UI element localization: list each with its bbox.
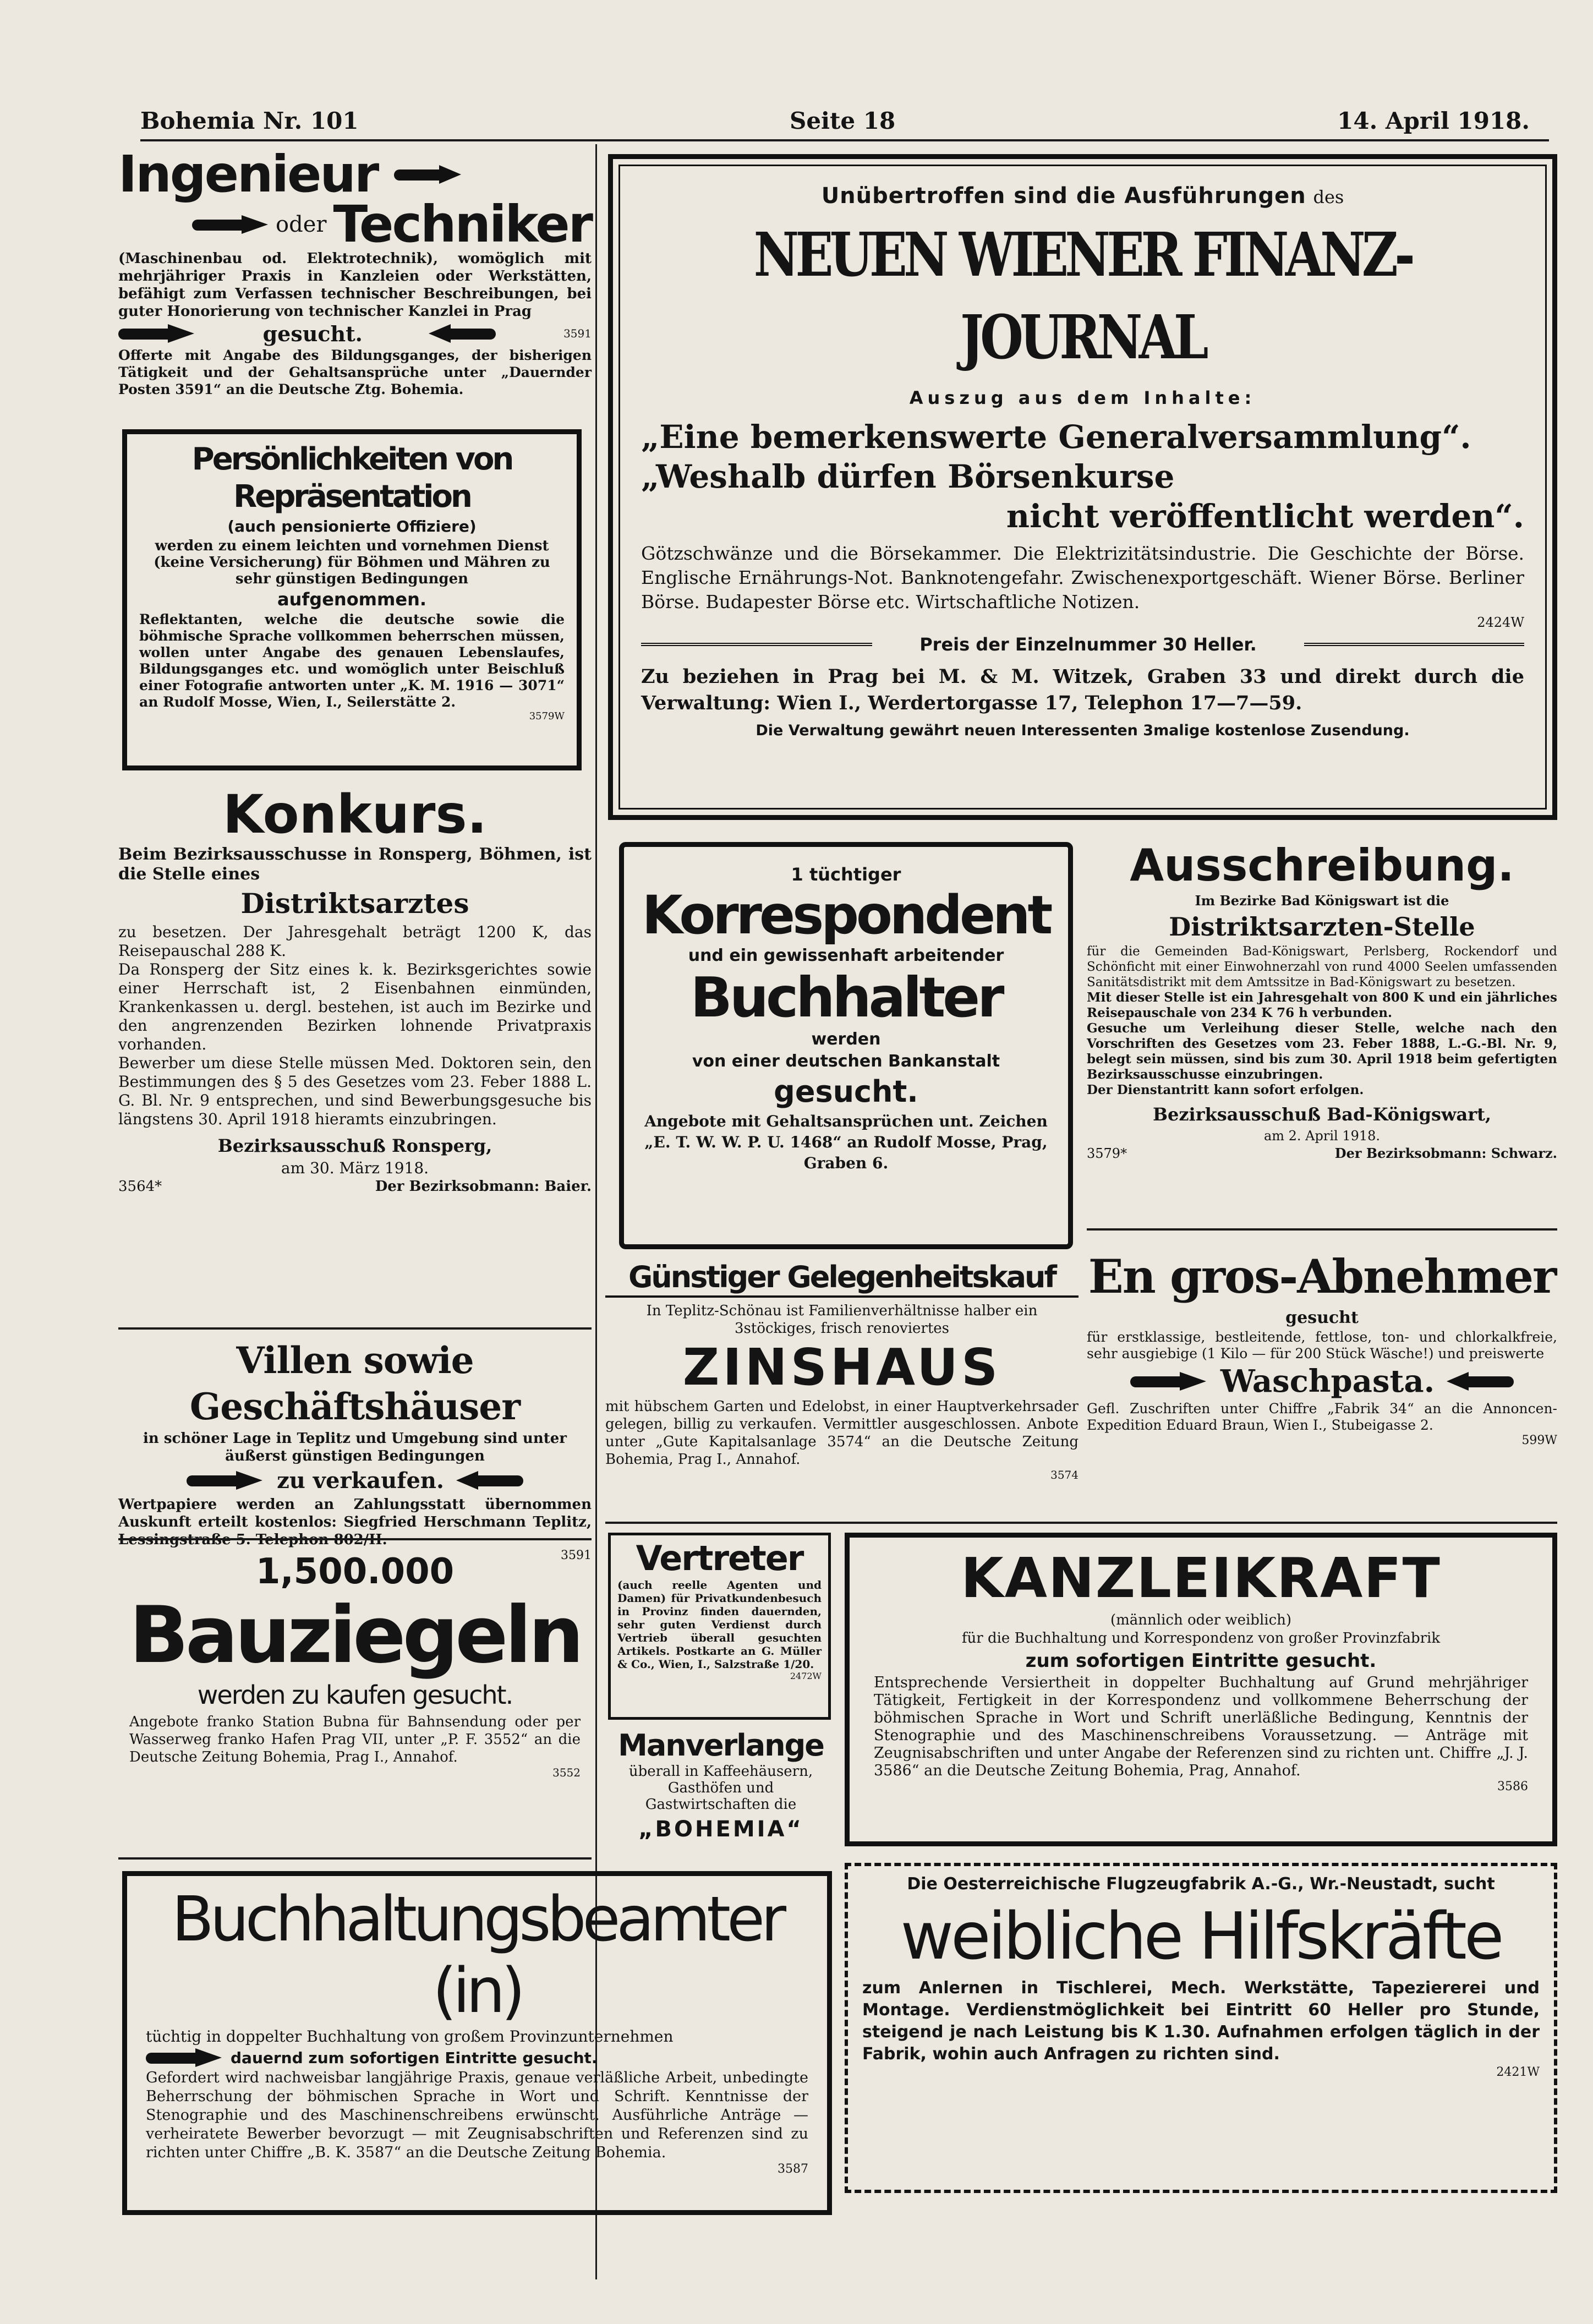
ad-body: Götzschwänze und die Börsekammer. Die Elektrizitätsindustrie. Die Geschichte der Börse. Englische Ernährungs-Not. Banknotengefahr. Zwischenexportgeschäft. Wiener Börse. Berliner Börse. Budapester Börse etc. Wirtschaftliche Notizen.	[641, 543, 1524, 613]
ad-body: für die Gemeinden Bad-Königswart, Perlsberg, Rockendorf und Schönficht mit einer Einwohnerzahl von rund 4000 Seelen umfassenden Sanitätsdistrikt mit dem Amtssitze in Bad-Königswart zu besetzen.	[1087, 944, 1557, 989]
ad-post: Distriktsarztes	[240, 887, 469, 920]
ad-code: 2424W	[1477, 615, 1524, 630]
ad-code: 3579W	[529, 710, 565, 722]
ad-sign: Bezirksausschuß Ronsperg,	[217, 1135, 492, 1156]
ad-bauziegeln	[118, 1549, 592, 1849]
ad-title: Manverlange	[618, 1728, 824, 1763]
separator	[605, 1522, 1557, 1524]
ad-verkaufen: zu verkaufen.	[277, 1467, 444, 1494]
ad-body: (Maschinenbau od. Elektrotechnik), womöglich mit mehrjähriger Praxis in Kanzleien oder Werkstätten, befähigt zum Verfassen technischer Beschreibungen, bei guter Honorierung von technischer Kanzlei in Prag	[118, 250, 592, 320]
ad-line: In Teplitz-Schönau ist Familienverhältnisse halber ein 3stöckiges, frisch renoviertes	[646, 1303, 1038, 1337]
ad-code: 599W	[1521, 1434, 1557, 1447]
ad-body: werden zu einem leichten und vornehmen Dienst (keine Versicherung) für Böhmen und Mähren zu sehr günstigen Bedingungen	[154, 538, 550, 587]
ad-body: überall in Kaffeehäusern, Gasthöfen und Gastwirtschaften die	[628, 1763, 813, 1813]
ad-gesucht: zum sofortigen Eintritte gesucht.	[1025, 1650, 1377, 1672]
ad-top: 1 tüchtiger	[791, 864, 901, 885]
ad-line: tüchtig in doppelter Buchhaltung von großem Provinzunternehmen	[146, 2027, 674, 2046]
ad-title: Konkurs.	[222, 784, 488, 845]
ad-vertreter	[608, 1533, 831, 1720]
ad-title: Günstiger Gelegenheitskauf	[628, 1260, 1055, 1294]
ad-body: in schöner Lage in Teplitz und Umgebung sind unter äußerst günstigen Bedingungen	[143, 1430, 567, 1464]
pointing-hand-icon	[430, 324, 496, 343]
ad-title: Ingenieur	[118, 145, 378, 204]
separator	[118, 1327, 592, 1330]
ad-persoenlichkeiten	[122, 429, 582, 770]
pointing-hand-icon	[1448, 1372, 1514, 1391]
ad-title: weibliche Hilfskräfte	[900, 1898, 1502, 1974]
ad-manverlange	[605, 1728, 836, 1860]
ad-body-2: Da Ronsperg der Sitz eines k. k. Bezirksgerichtes sowie einer Herrschaft ist, 2 Eisenbahnen einmünden, Krankenkassen u. dergl. bestehen, ist auch im Bezirke und den angrenzenden Bezirken lohnende Privatpraxis vorhanden.	[118, 960, 592, 1053]
issue-label: Bohemia Nr. 101	[140, 107, 359, 134]
ad-title-2: Buchhalter	[690, 965, 1002, 1030]
ad-title-2: ZINSHAUS	[682, 1338, 1001, 1397]
ad-sub: (männlich oder weiblich)	[1110, 1612, 1292, 1628]
ad-body-2: Gefl. Zuschriften unter Chiffre „Fabrik 34“ an die Annoncen-Expedition Eduard Braun, Wien I., Stubeigasse 2.	[1087, 1401, 1557, 1433]
ad-chair: Der Bezirksobmann: Schwarz.	[1334, 1145, 1557, 1161]
ad-code: 2472W	[790, 1671, 822, 1681]
separator	[118, 1538, 592, 1540]
ad-villen	[118, 1337, 592, 1562]
ad-title: Vertreter	[636, 1538, 803, 1578]
ad-post: Distriktsarzten-Stelle	[1169, 912, 1475, 942]
ad-code: 3591	[561, 1549, 592, 1562]
ad-body: Angebote franko Station Bubna für Bahnsendung oder per Wasserweg franko Hafen Prag VII, unter „P. F. 3552“ an die Deutsche Zeitung Bohemia, Prag I., Annahof.	[129, 1714, 581, 1765]
ad-title: Persönlichkeiten von Repräsentation	[191, 441, 512, 515]
ad-body: zu besetzen. Der Jahresgehalt beträgt 1200 K, das Reisepauschal 288 K.	[118, 923, 592, 960]
ad-body-2: Wertpapiere werden an Zahlungsstatt übernommen Auskunft erteilt kostenlos: Siegfried Herschmann Teplitz,	[118, 1496, 592, 1530]
ad-chair: Der Bezirksobmann: Baier.	[375, 1178, 592, 1195]
ad-body-2: Mit dieser Stelle ist ein Jahresgehalt von 800 K und ein jährliches Reisepauschale von 234 K 76 h verbunden.	[1087, 990, 1557, 1020]
ad-werden: werden	[811, 1030, 881, 1049]
pointing-hand-icon	[1130, 1372, 1207, 1391]
ad-code: 3564*	[118, 1178, 162, 1195]
ad-date: am 30. März 1918.	[281, 1159, 429, 1177]
separator	[118, 1857, 592, 1860]
ad-sign: Bezirksausschuß Bad-Königswart,	[1152, 1104, 1492, 1125]
ad-line: für die Buchhaltung und Korrespondenz von großer Provinzfabrik	[961, 1630, 1441, 1647]
ad-engros	[1087, 1246, 1557, 1513]
pointing-hand-icon	[457, 1471, 523, 1490]
ad-title-2: Techniker	[333, 195, 592, 254]
ad-code: 3586	[1497, 1780, 1528, 1793]
ad-korrespondent	[619, 842, 1073, 1249]
header-rule	[140, 139, 1549, 141]
ad-body-3: Gesuche um Verleihung dieser Stelle, welche nach den Vorschriften des Gesetzes vom 23. Feber 1888, L.-G.-Bl. Nr. 9, belegt sein müssen, sind bis zum 30. April 1918 beim gefertigten Bezirksausschusse einzubringen.	[1087, 1021, 1557, 1082]
ad-title: Villen sowie Geschäftshäuser	[189, 1339, 521, 1428]
ad-body: (auch reelle Agenten und Damen) für Privatkundenbesuch in Provinz finden dauernden, sehr guten Verdienst durch Vertrieb überall gesuchten Artikels. Postkarte an G. Müller & Co., Wien, I., Salzstraße 1/20.	[617, 1578, 822, 1671]
ad-body-4: Der Dienstantritt kann sofort erfolgen.	[1087, 1082, 1364, 1097]
ad-subtitle: werden zu kaufen gesucht.	[197, 1680, 513, 1710]
ad-ausschreibung	[1087, 839, 1557, 1230]
ad-quote-2: „Weshalb dürfen Börsenkurse	[641, 458, 1175, 495]
ad-gesucht: dauernd zum sofortigen Eintritte gesucht.	[231, 2048, 598, 2067]
ad-ingenieur	[118, 145, 592, 415]
ad-code: 3552	[552, 1766, 581, 1779]
ad-gelegenheitskauf	[605, 1260, 1079, 1519]
ad-mid: und ein gewissenhaft arbeitender	[688, 946, 1004, 965]
ad-code: 3587	[778, 2162, 808, 2176]
ad-code: 3579*	[1087, 1146, 1127, 1161]
ad-code: 3574	[1050, 1468, 1079, 1481]
ad-gesucht: gesucht.	[262, 321, 363, 346]
ad-subtitle: (auch pensionierte Offiziere)	[227, 517, 477, 535]
ad-body: für erstklassige, bestleitende, fettlose, ton- und chlorkalkfreie, sehr ausgiebige (1 Kilo — für 200 Stück Wäsche!) und preiswerte	[1087, 1329, 1557, 1361]
decorative-rule	[641, 643, 872, 646]
ad-body: mit hübschem Garten und Edelobst, in einer Hauptverkehrsader gelegen, billig zu verkaufen. Vermittler ausgeschlossen. Anbote unter „Gute Kapitalsanlage 3574“ an die Deutsche Zeitung Bohemia, Prag I., Annahof.	[605, 1398, 1079, 1468]
ad-code: 2421W	[1496, 2065, 1540, 2079]
date-label: 14. April 1918.	[1337, 107, 1530, 134]
ad-gesucht: gesucht.	[774, 1074, 918, 1109]
ad-title: Bauziegeln	[129, 1590, 581, 1681]
ad-top: Die Oesterreichische Flugzeugfabrik A.-G., Wr.-Neustadt, sucht	[907, 1874, 1495, 1894]
ad-title: Buchhaltungsbeamter (in)	[171, 1884, 783, 2027]
ad-finanz-journal	[608, 154, 1557, 820]
pointing-hand-icon	[187, 1471, 264, 1490]
ad-offer: Offerte mit Angabe des Bildungsganges, der bisherigen Tätigkeit und der Gehaltsansprüche unter „Dauernder Posten 3591“ an die Deutsche Ztg. Bohemia.	[118, 347, 592, 397]
ad-body-3: Bewerber um diese Stelle müssen Med. Doktoren sein, den Bestimmungen des § 5 des Gesetzes vom 23. Feber 1888 L. G. Bl. Nr. 9 entsprechen, und sind Bewerbungsgesuche bis längstens 30. April 1918 hieramts einzubringen.	[118, 1054, 592, 1128]
page-header	[140, 107, 1530, 140]
pointing-hand-icon	[118, 324, 195, 343]
ad-bezug: Zu beziehen in Prag bei M. & M. Witzek, Graben 33 und direkt durch die Verwaltung: Wien I., Werdertorgasse 17, Telephon 17—7—59.	[641, 665, 1524, 714]
ad-body: Gefordert wird nachweisbar langjährige Praxis, genaue verläßliche Arbeit, unbedingte Beherrschung der böhmischen Sprache in Wort und Schrift. Kenntnisse der Stenographie und des Maschinenschreibens erwünscht. Ausführliche Anträge — verheiratete Bewerber bevorzugt — mit Zeugnisabschriften und Referenzen sind zu richten unter Chiffre „B. K. 3587“ an die Deutsche Zeitung Bohemia.	[146, 2069, 808, 2161]
ad-title: NEUEN WIENER FINANZ-JOURNAL	[753, 219, 1412, 373]
ad-title-2: „BOHEMIA“	[638, 1817, 803, 1842]
ad-quote-3: nicht veröffentlicht werden“.	[1006, 497, 1524, 535]
ad-price: Preis der Einzelnummer 30 Heller.	[919, 634, 1257, 655]
ad-intro: Beim Bezirksausschusse in Ronsperg, Böhmen, ist die Stelle eines	[118, 845, 592, 884]
ad-line-1: Unübertroffen sind die Ausführungen	[821, 183, 1306, 209]
decorative-rule	[1304, 643, 1524, 646]
ad-flugzeugfabrik	[845, 1863, 1557, 2193]
ad-von: von einer deutschen Bankanstalt	[692, 1052, 1000, 1071]
ad-kanzleikraft	[845, 1533, 1557, 1846]
separator	[1087, 1228, 1557, 1231]
ad-title: En gros-Abnehmer	[1088, 1249, 1556, 1304]
ad-buchhaltungsbeamter	[122, 1871, 832, 2215]
ad-title: Korrespondent	[642, 884, 1050, 946]
ad-konkurs	[118, 784, 592, 1329]
ad-gesucht: gesucht	[1285, 1308, 1359, 1327]
ad-aufgenommen: aufgenommen.	[277, 589, 426, 610]
ad-line-1b: des	[1313, 187, 1344, 207]
ad-title: KANZLEIKRAFT	[961, 1546, 1441, 1610]
ad-body: zum Anlernen in Tischlerei, Mech. Werkstätte, Tapeziererei und Montage. Verdienstmöglichkeit bei Eintritt 60 Heller pro Stunde, steigend je nach Leistung bis K 1.30. Aufnahmen erfolgen täglich in der Fabrik, wohin auch Anfragen zu richten sind.	[862, 1978, 1540, 2064]
ad-title: Ausschreibung.	[1130, 840, 1514, 891]
page-number: Seite 18	[790, 107, 896, 134]
ad-body: Entsprechende Versiertheit in doppelter Buchhaltung auf Grund mehrjähriger Tätigkeit, Fertigkeit in der Korrespondenz und vollkommene Beherrschung der böhmischen Sprache in Wort und Schrift unerläßliche Bedingung, Kenntnis der Stenographie und des Maschinenschreibens Voraussetzung. — Anträge mit Zeugnisabschriften und unter Angabe der Referenzen sind zu richten unt. Chiffre „J. J. 3586“ an die Deutsche Zeitung Bohemia, Prag, Annahof.	[874, 1674, 1528, 1779]
pointing-hand-icon	[394, 165, 460, 184]
ad-product: Waschpasta.	[1220, 1363, 1435, 1399]
ad-auszug: Auszug aus dem Inhalte:	[909, 387, 1256, 408]
ad-number: 1,500.000	[255, 1551, 455, 1592]
ad-intro: Im Bezirke Bad Königswart ist die	[1195, 893, 1449, 909]
pointing-hand-icon	[146, 2048, 223, 2067]
ad-body: Angebote mit Gehaltsansprüchen unt. Zeichen „E. T. W. W. P. U. 1468“ an Rudolf Mosse, Prag, Graben 6.	[644, 1112, 1048, 1172]
pointing-hand-icon	[192, 215, 269, 234]
ad-date: am 2. April 1918.	[1263, 1128, 1381, 1144]
ad-code: 3591	[563, 327, 592, 340]
ad-title-prefix: oder	[276, 212, 327, 237]
ad-footer: Die Verwaltung gewährt neuen Interessenten 3malige kostenlose Zusendung.	[756, 722, 1410, 739]
ad-body-2: Reflektanten, welche die deutsche sowie die böhmische Sprache vollkommen beherrschen müssen, wollen unter Angabe des genauen Lebenslaufes, Bildungsganges etc. und womöglich unter Beischluß einer Fotografie antworten unter „K. M. 1916 — 3071“ an Rudolf Mosse, Wien, I., Seilerstätte 2.	[139, 611, 565, 710]
ad-quote-1: „Eine bemerkenswerte Generalversammlung“.	[641, 418, 1471, 456]
